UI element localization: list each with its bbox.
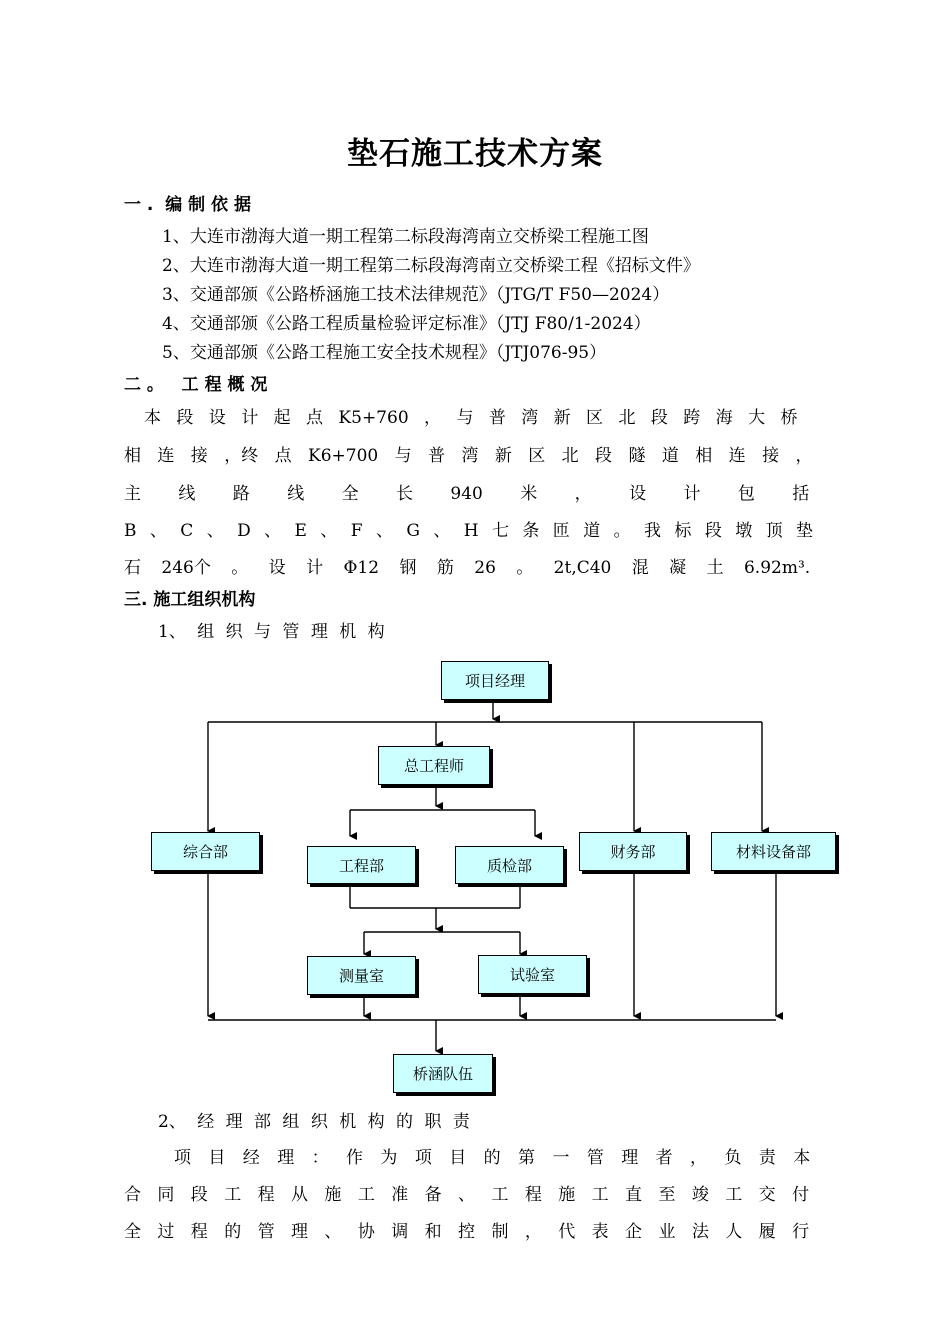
org-label: 项目经理 — [464, 672, 525, 690]
duty-line — [174, 1143, 814, 1168]
overview-text: 本 段 设 计 起 点 K5+760 ， 与 普 湾 新 区 北 段 跨 海 大 桥 — [144, 408, 798, 428]
section-1-heading: 一 . 编 制 依 据 — [124, 195, 251, 215]
org-box-project-manager — [441, 661, 549, 700]
org-label: 财务部 — [610, 843, 656, 861]
org-box-quality-dept — [455, 846, 564, 884]
subsection-1-heading: 1、 组 织 与 管 理 机 构 — [158, 622, 385, 642]
overview-text: 石 246个 。 设 计 Φ12 钢 筋 26 。 2t,C40 混 凝 土 6.92m³. — [124, 558, 811, 578]
org-label: 测量室 — [338, 967, 384, 985]
duty-text: 合 同 段 工 程 从 施 工 准 备 、 工 程 施 工 直 至 竣 工 交 付 — [124, 1185, 810, 1205]
org-box-general-dept — [151, 832, 260, 871]
org-label: 总工程师 — [403, 757, 464, 775]
org-box-chief-engineer — [378, 746, 490, 785]
reference-item: 4、交通部颁《公路工程质量检验评定标准》（JTJ F80/1-2024） — [162, 314, 651, 334]
org-label: 工程部 — [338, 856, 384, 875]
org-box-finance-dept — [579, 832, 687, 871]
org-label: 材料设备部 — [735, 843, 811, 861]
duty-text: 项 目 经 理 ： 作 为 项 目 的 第 一 管 理 者 ， 负 责 本 — [174, 1148, 811, 1168]
section-2-heading: 二 。 工 程 概 况 — [124, 375, 268, 395]
reference-item: 1、大连市渤海大道一期工程第二标段海湾南立交桥梁工程施工图 — [162, 227, 649, 247]
duty-line — [124, 1180, 814, 1205]
reference-item: 2、大连市渤海大道一期工程第二标段海湾南立交桥梁工程《招标文件》 — [162, 256, 700, 276]
reference-item: 3、交通部颁《公路桥涵施工技术法律规范》（JTG/T F50—2024） — [162, 285, 670, 305]
duty-text: 全 过 程 的 管 理 、 协 调 和 控 制 ， 代 表 企 业 法 人 履 行 — [124, 1222, 810, 1242]
org-box-materials-dept — [711, 832, 836, 871]
overview-text: 相 连 接 ，终 点 K6+700 与 普 湾 新 区 北 段 隧 道 相 连 接 ， — [124, 446, 813, 466]
org-box-bridge-team — [393, 1054, 493, 1093]
section-3-heading: 三. 施工组织机构 — [124, 590, 256, 610]
org-label: 桥涵队伍 — [412, 1065, 473, 1083]
org-box-engineering-dept — [307, 846, 416, 884]
overview-text: 主 线 路 线 全 长 940 米 ， 设 计 包 括 — [124, 484, 810, 504]
subsection-2-heading: 2、 经 理 部 组 织 机 构 的 职 责 — [158, 1112, 470, 1132]
reference-item: 5、交通部颁《公路工程施工安全技术规程》（JTJ076-95） — [162, 343, 607, 363]
org-label: 质检部 — [486, 856, 532, 875]
org-label: 综合部 — [182, 843, 228, 861]
org-label: 试验室 — [509, 966, 555, 984]
document-title: 垫石施工技术方案 — [347, 136, 603, 172]
duty-line — [124, 1217, 814, 1242]
overview-text: B 、 C 、 D 、 E 、 F 、 G 、 H 七 条 匝 道 。 我 标 段 墩 顶 垫 — [124, 521, 814, 541]
org-box-survey-room — [307, 956, 416, 995]
org-box-lab-room — [478, 955, 587, 994]
